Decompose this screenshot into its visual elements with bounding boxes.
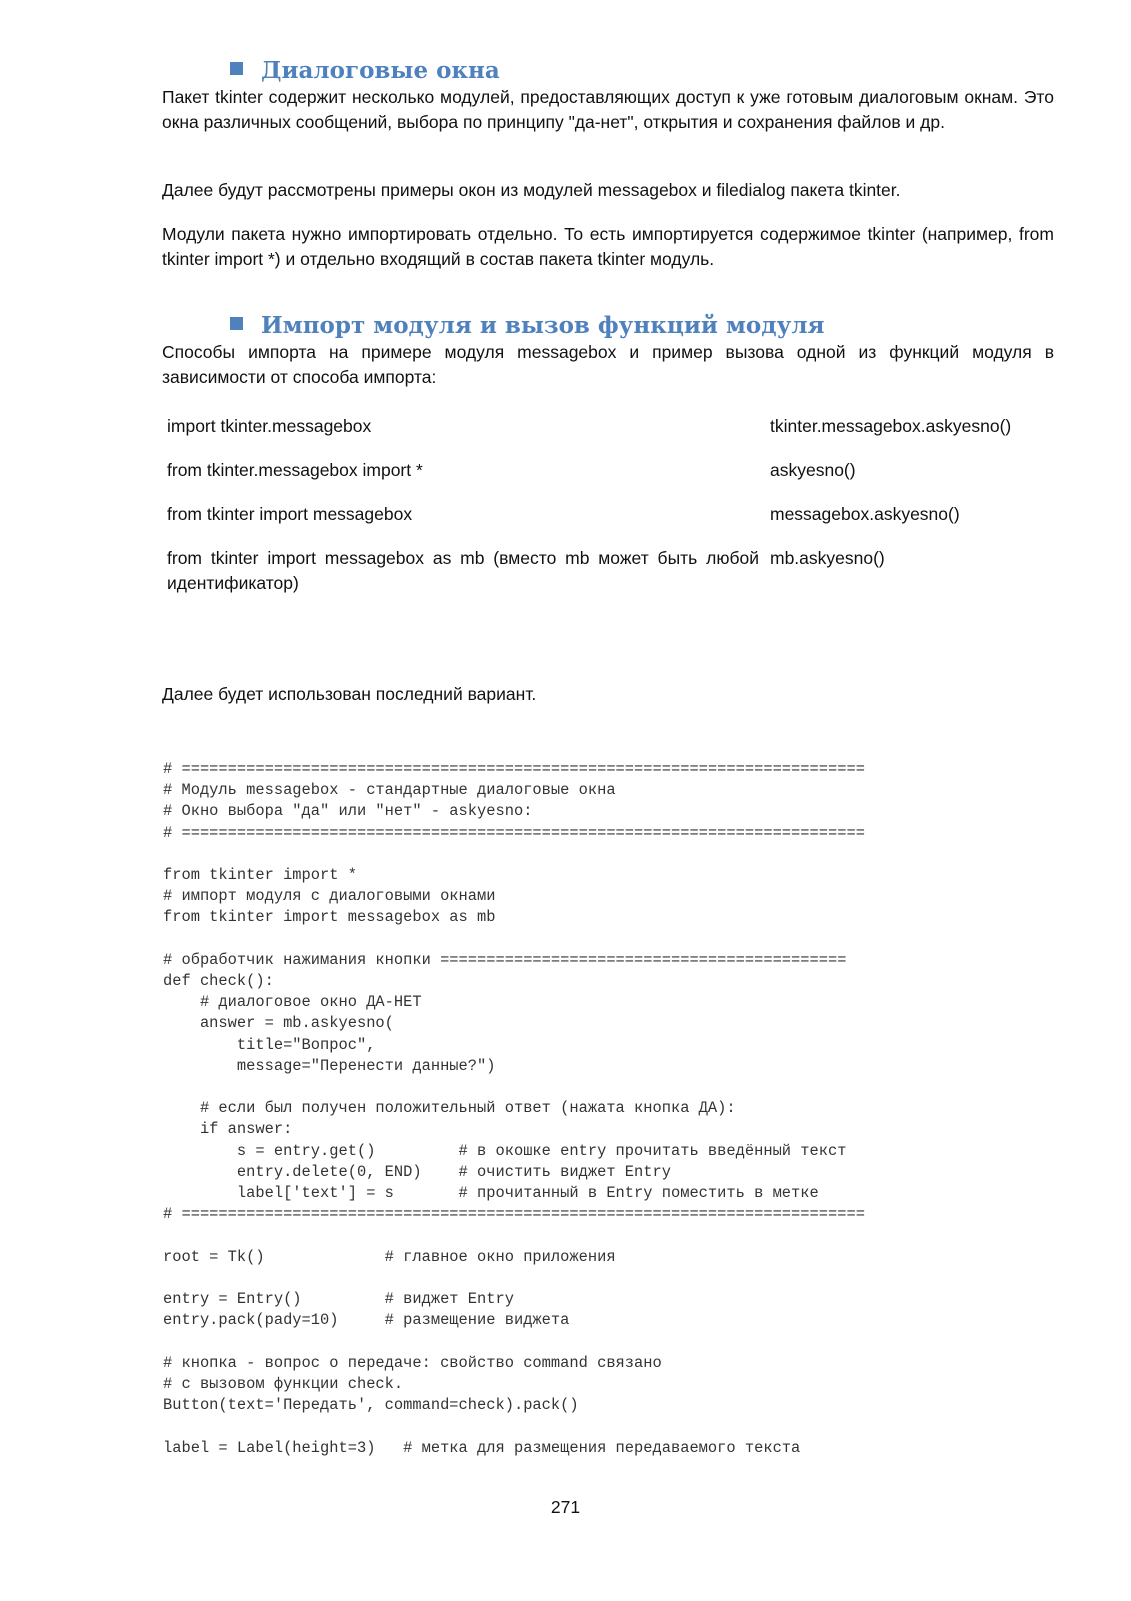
table-cell-import: from tkinter import messagebox as mb (вместо mb может быть любой идентификатор)	[167, 548, 759, 593]
section-heading-dialogs	[230, 57, 500, 85]
paragraph-examples: Далее будут рассмотрены примеры окон из модулей messagebox и filedialog пакета tkinter.	[162, 180, 901, 200]
table-cell-import: from tkinter.messagebox import *	[167, 460, 423, 480]
square-bullet-icon	[230, 62, 243, 75]
paragraph-import-ways: Способы импорта на примере модуля messagebox и пример вызова одной из функций модуля в зависимости от способа импорта:	[162, 342, 1054, 387]
paragraph-intro: Пакет tkinter содержит несколько модулей, предоставляющих доступ к уже готовым диалоговым окнам. Это окна различных сообщений, выбора по принципу "да-нет", открытия и сохранения файлов и др.	[162, 87, 1054, 132]
table-cell-import: import tkinter.messagebox	[167, 416, 372, 436]
section-heading-text: Диалоговые окна	[261, 57, 500, 84]
paragraph-last-variant: Далее будет использован последний вариант.	[162, 684, 537, 704]
table-cell-call: messagebox.askyesno()	[770, 504, 960, 524]
table-cell-call: mb.askyesno()	[770, 548, 885, 568]
code-listing: # ========================================================================== # Модуль messagebox - стандартные диалоговые окна # Окно выбора "да" или "нет" - askyesno: # ========================================================================== from tkinter import * # импорт модуля с диалоговыми окнами from tkinter import messagebox as mb # обработчик нажимания кнопки ============================================ def check(): # диалоговое окно ДА-НЕТ answer = mb.askyesno( title="Вопрос", message="Перенести данные?") # если был получен положительный ответ (нажата кнопка ДА): if answer: s = entry.get() # в окошке entry прочитать введённый текст entry.delete(0, END) # очистить виджет Entry label['text'] = s # прочитанный в Entry поместить в метке # ========================================================================== root = Tk() # главное окно приложения entry = Entry() # виджет Entry entry.pack(pady=10) # размещение виджета # кнопка - вопрос о передаче: свойство command связано # с вызовом функции check. Button(text='Передать', command=check).pack() label = Label(height=3) # метка для размещения передаваемого текста	[163, 760, 865, 1457]
page-number: 271	[550, 1497, 581, 1517]
table-cell-import: from tkinter import messagebox	[167, 504, 413, 524]
section-heading-text: Импорт модуля и вызов функций модуля	[261, 312, 825, 339]
table-cell-call: tkinter.messagebox.askyesno()	[770, 416, 1012, 436]
paragraph-import-note: Модули пакета нужно импортировать отдельно. То есть импортируется содержимое tkinter (например, from tkinter import *) и отдельно входящий в состав пакета tkinter модуль.	[162, 224, 1054, 269]
table-cell-call: askyesno()	[770, 460, 856, 480]
square-bullet-icon	[230, 317, 243, 330]
section-heading-import	[230, 312, 825, 340]
